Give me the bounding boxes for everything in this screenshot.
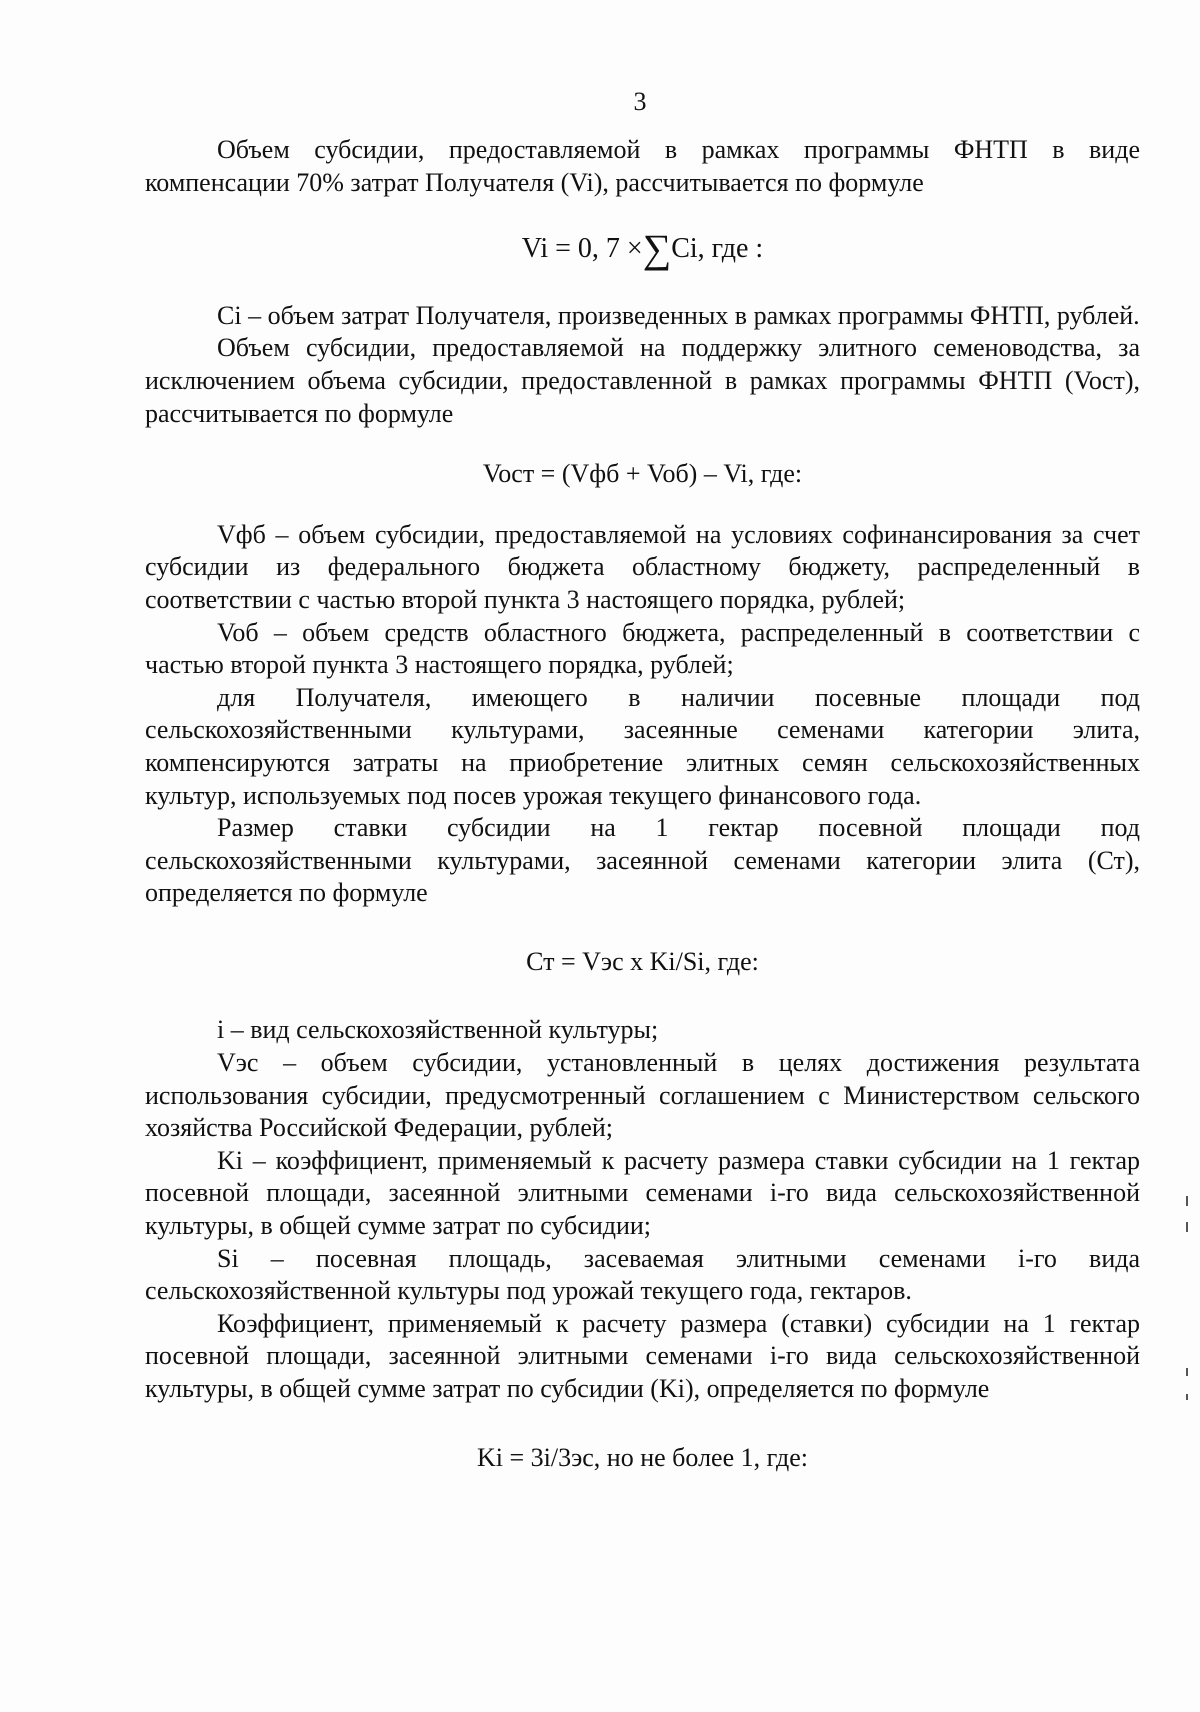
paragraph-ves-definition: Vэс – объем субсидии, установленный в целях достижения результата использования субсидии, предусмотренный соглашением с Министерством сельского хозяйства Российской Федерации, рублей; [145,1048,1140,1143]
paragraph-rate-per-hectare: Размер ставки субсидии на 1 гектар посевной площади под сельскохозяйственными культурами, засеянной семенами категории элита (Ст), определяется по формуле [145,813,1140,908]
scan-edge-mark [1186,1196,1188,1206]
formula-vost: Voст = (Vфб + Voб) – Vi, где: [482,459,803,489]
paragraph-i-definition: i – вид сельскохозяйственной культуры; [217,1015,659,1045]
paragraph-ci-definition: Ci – объем затрат Получателя, произведенных в рамках программы ФНТП, рублей. [217,300,1140,330]
paragraph-ki-definition: Ki – коэффициент, применяемый к расчету размера ставки субсидии на 1 гектар посевной площади, засеянной элитными семенами i-го вида сельскохозяйственной культуры, в общей сумме затрат по субсидии; [145,1145,1140,1241]
document-body [145,134,1140,1474]
paragraph-vob-definition: Voб – объем средств областного бюджета, распределенный в соответствии с частью второй пункта 3 настоящего порядка, рублей; [145,617,1140,680]
scan-edge-mark [1186,1368,1188,1376]
formula-ki: Ki = 3i/3эс, но не более 1, где: [477,1442,808,1472]
formula-vi-rhs: Ci, где : [671,233,764,265]
paragraph-recipient-compensation: для Получателя, имеющего в наличии посевные площади под сельскохозяйственными культурами, засеянные семенами категории элита, компенсируются затраты на приобретение элитных семян сельскохозяйственных культур, используемых под посев урожая текущего финансового года. [145,682,1140,810]
sigma-symbol: ∑ [642,226,672,272]
paragraph-elite-seed-subsidy: Объем субсидии, предоставляемой на поддержку элитного семеноводства, за исключением объема субсидии, предоставленной в рамках программы ФНТП (Voст), рассчитывается по формуле [145,333,1140,428]
paragraph-vfb-definition: Vфб – объем субсидии, предоставляемой на условиях софинансирования за счет субсидии из федерального бюджета областному бюджету, распределенный в соответствии с частью второй пункта 3 настоящего порядка, рублей; [145,519,1140,614]
scan-edge-mark [1186,1222,1188,1232]
formula-vi [145,226,1140,272]
formula-vi-lhs: Vi = 0, 7 × [521,233,643,265]
paragraph-si-definition: Si – посевная площадь, засеваемая элитными семенами i-го вида сельскохозяйственной культуры под урожай текущего года, гектаров. [145,1243,1140,1306]
scan-edge-mark [1186,1394,1188,1400]
page-number: 3 [633,87,647,116]
formula-st: Ст = Vэс х Ki/Si, где: [526,946,759,976]
paragraph-subsidy-volume-intro: Объем субсидии, предоставляемой в рамках программы ФНТП в виде компенсации 70% затрат Получателя (Vi), рассчитывается по формуле [145,135,1140,197]
paragraph-coefficient-intro: Коэффициент, применяемый к расчету размера (ставки) субсидии на 1 гектар посевной площади, засеянной элитными семенами i-го вида сельскохозяйственной культуры, в общей сумме затрат по субсидии (Ki), определяется по формуле [145,1308,1140,1403]
